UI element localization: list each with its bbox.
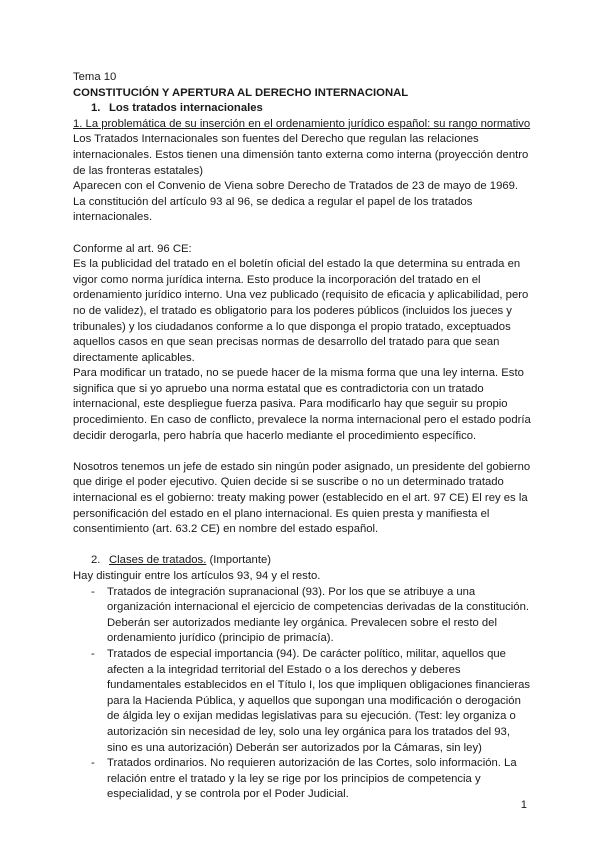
paragraph-2: Aparecen con el Convenio de Viena sobre Derecho de Tratados de 23 de mayo de 1969. — [73, 180, 519, 193]
paragraph-4: Conforme al art. 96 CE: — [73, 242, 192, 255]
list-item-text: Tratados de especial importancia (94). De carácter político, militar, aquellos que afecten a la integridad territorial del Estado o a los derechos y deberes fundamentales establecidos en el Título I, los que impliquen obligaciones financieras para la Hacienda Pública, y aquellos que supongan una modificación o derogación de álgida ley o exijan medidas legislativas para su ejecución. (Test: ley organiza o autorización sin necesidad de ley, solo una ley orgánica para los tratados del 93, sino es una autorización) Deberán ser autorizados por la Cámaras, sin ley) — [107, 647, 531, 754]
paragraph-3: La constitución del artículo 93 al 96, se dedica a regular el papel de los tratados internacionales. — [73, 195, 473, 224]
paragraph-7: Nosotros tenemos un jefe de estado sin ningún poder asignado, un presidente del gobierno que dirige el poder ejecutivo. Quien decide si se suscribe o no un determinado tratado internacional es el gobierno: treaty making power (establecido en el art. 97 CE) El rey es la personificación del estado en el plano internacional. Es quien presta y manifiesta el consentimiento (art. 63.2 CE) en nombre del estado español. — [73, 460, 531, 536]
section-1-heading — [73, 101, 533, 117]
list-item — [73, 585, 533, 647]
topic-label: Tema 10 — [73, 71, 117, 83]
section-2-note: (Importante) — [206, 554, 272, 567]
list-item-text: Tratados ordinarios. No requieren autorización de las Cortes, solo información. La relación entre el tratado y la ley se rige por los principios de competencia y especialidad, y se controla por el Poder Judicial. — [107, 757, 517, 801]
section-2-number: 2. — [91, 554, 101, 567]
list-item-text: Tratados de integración supranacional (93). Por los que se atribuye a una organización internacional el ejercicio de competencias derivadas de la constitución. Deberán ser autorizados mediante ley orgánica. Prevalecen sobre el resto del ordenamiento jurídico (principio de primacía). — [107, 585, 529, 645]
section-2-label: Clases de tratados. — [109, 554, 207, 567]
list-dash: - — [91, 757, 95, 770]
subsection-1-heading: 1. La problemática de su inserción en el ordenamiento jurídico español: su rango normativo — [73, 117, 531, 130]
page-number: 1 — [520, 799, 527, 811]
list-dash: - — [91, 647, 95, 660]
spacer — [73, 226, 533, 242]
paragraph-8: Hay distinguir entre los artículos 93, 94 y el resto. — [73, 570, 321, 582]
document-title: CONSTITUCIÓN Y APERTURA AL DERECHO INTERNACIONAL — [73, 86, 409, 99]
spacer — [73, 538, 533, 554]
paragraph-5: Es la publicidad del tratado en el boletín oficial del estado la que determina su entrada en vigor como norma jurídica interna. Esto produce la incorporación del tratado en el ordenamiento jurídico interno. Una vez publicado (requisito de eficacia y aplicabilidad, pero no de validez), el tratado es obligatorio para los poderes públicos (incluidos los jueces y tribunales) y los ciudadanos conforme a lo que disponga el propio tratado, exceptuados aquellos casos en que sean precisas normas de desarrollo del tratado para que sean directamente aplicables. — [73, 258, 529, 364]
list-item — [73, 647, 533, 756]
paragraph-1: Los Tratados Internacionales son fuentes del Derecho que regulan las relaciones internacionales. Estos tienen una dimensión tanto externa como interna (proyección dentro de las fronteras estatales) — [73, 133, 529, 177]
section-2-heading — [73, 553, 533, 569]
list-dash: - — [91, 585, 95, 598]
section-1-label: Los tratados internacionales — [109, 102, 263, 115]
document-page — [73, 70, 533, 803]
paragraph-6: Para modificar un tratado, no se puede hacer de la misma forma que una ley interna. Esto significa que si yo apruebo una norma estatal que es contradictoria con un tratado internacional, este despliegue fuerza pasiva. Para modificarlo hay que seguir su propio procedimiento. En caso de conflicto, prevalece la norma internacional pero el estado podría decidir derogarla, pero habría que hacerlo mediante el procedimiento específico. — [73, 367, 531, 442]
section-1-number: 1. — [91, 102, 101, 115]
treaty-types-list — [73, 585, 533, 803]
list-item — [73, 756, 533, 803]
spacer — [73, 444, 533, 460]
